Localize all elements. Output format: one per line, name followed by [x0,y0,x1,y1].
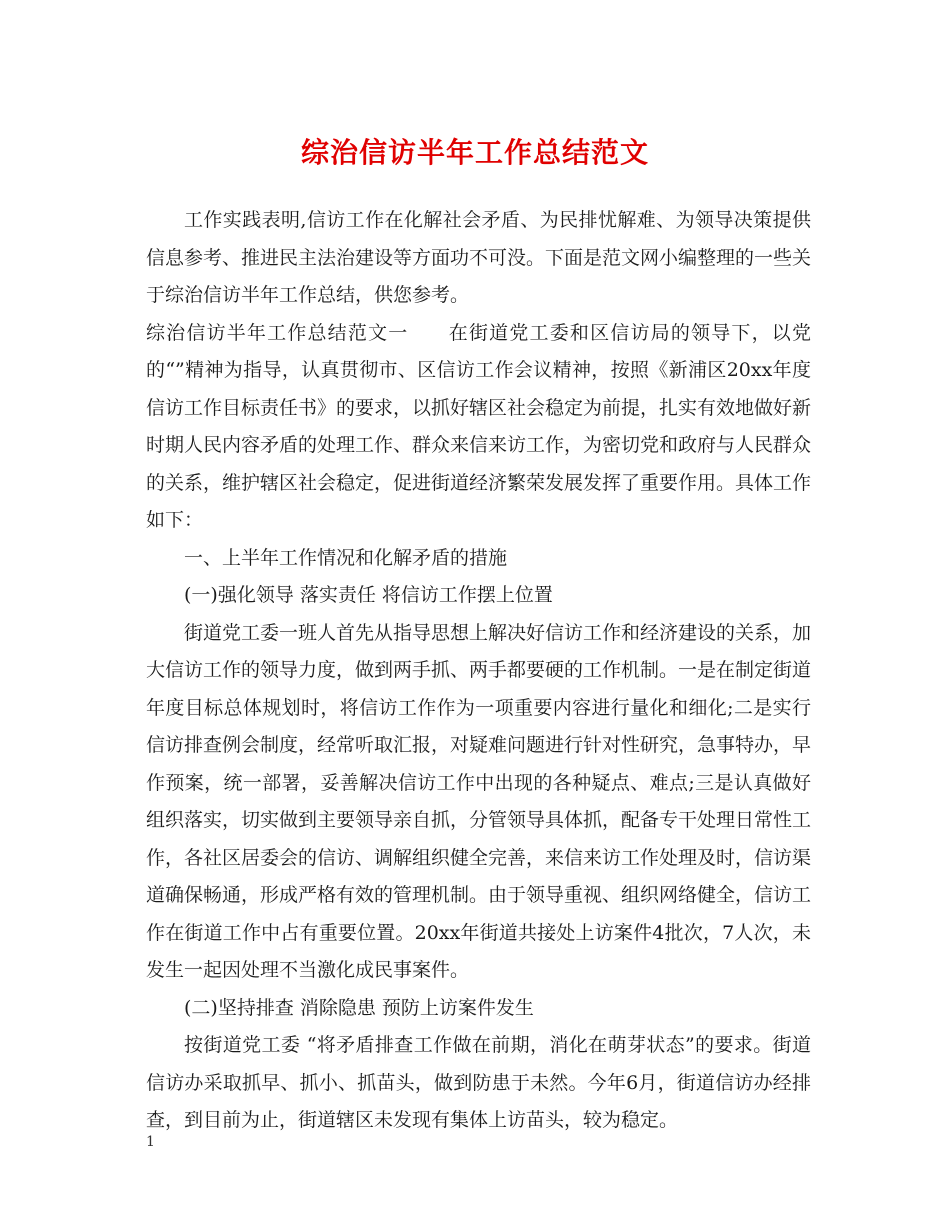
paragraph-leadership: 街道党工委一班人首先从指导思想上解决好信访工作和经济建设的关系，加大信访工作的领导力度，做到两手抓、两手都要硬的工作机制。一是在制定街道年度目标总体规划时，将信访工作作为一项重要内容进行量化和细化;二是实行信访排查例会制度，经常听取汇报，对疑难问题进行针对性研究，急事特办，早作预案，统一部署，妥善解决信访工作中出现的各种疑点、难点;三是认真做好组织落实，切实做到主要领导亲自抓，分管领导具体抓，配备专干处理日常性工作，各社区居委会的信访、调解组织健全完善，来信来访工作处理及时，信访渠道确保畅通，形成严格有效的管理机制。由于领导重视、组织网络健全，信访工作在街道工作中占有重要位置。20xx年街道共接处上访案件4批次，7人次，未发生一起因处理不当激化成民事案件。 [146,621,812,981]
section-heading: 一、上半年工作情况和化解矛盾的措施 [184,546,508,569]
paragraph-screening: 按街道党工委 “将矛盾排查工作做在前期，消化在萌芽状态”的要求。街道信访办采取抓早、抓小、抓苗头，做到防患于未然。今年6月，街道信访办经排查，到目前为止，街道辖区未发现有集体上访苗头，较为稳定。 [146,1034,811,1131]
paragraph-intro: 工作实践表明,信访工作在化解社会矛盾、为民排忧解难、为领导决策提供信息参考、推进民主法治建设等方面功不可没。下面是范文网小编整理的一些关于综治信访半年工作总结，供您参考。 [146,209,812,306]
subsection-heading-2: (二)坚持排查 消除隐患 预防上访案件发生 [184,996,534,1019]
page-number: 1 [146,1134,155,1150]
document-title: 综治信访半年工作总结范文 [300,136,649,169]
paragraph-sample-one: 综治信访半年工作总结范文一 在街道党工委和区信访局的领导下，以党的“”精神为指导，认真贯彻市、区信访工作会议精神，按照《新浦区20xx年度信访工作目标责任书》的要求，以抓好辖区社会稳定为前提，扎实有效地做好新时期人民内容矛盾的处理工作、群众来信来访工作，为密切党和政府与人民群众的关系，维护辖区社会稳定，促进街道经济繁荣发展发挥了重要作用。具体工作如下： [146,321,812,531]
subsection-heading-1: (一)强化领导 落实责任 将信访工作摆上位置 [184,584,553,606]
document-body [146,202,811,1140]
